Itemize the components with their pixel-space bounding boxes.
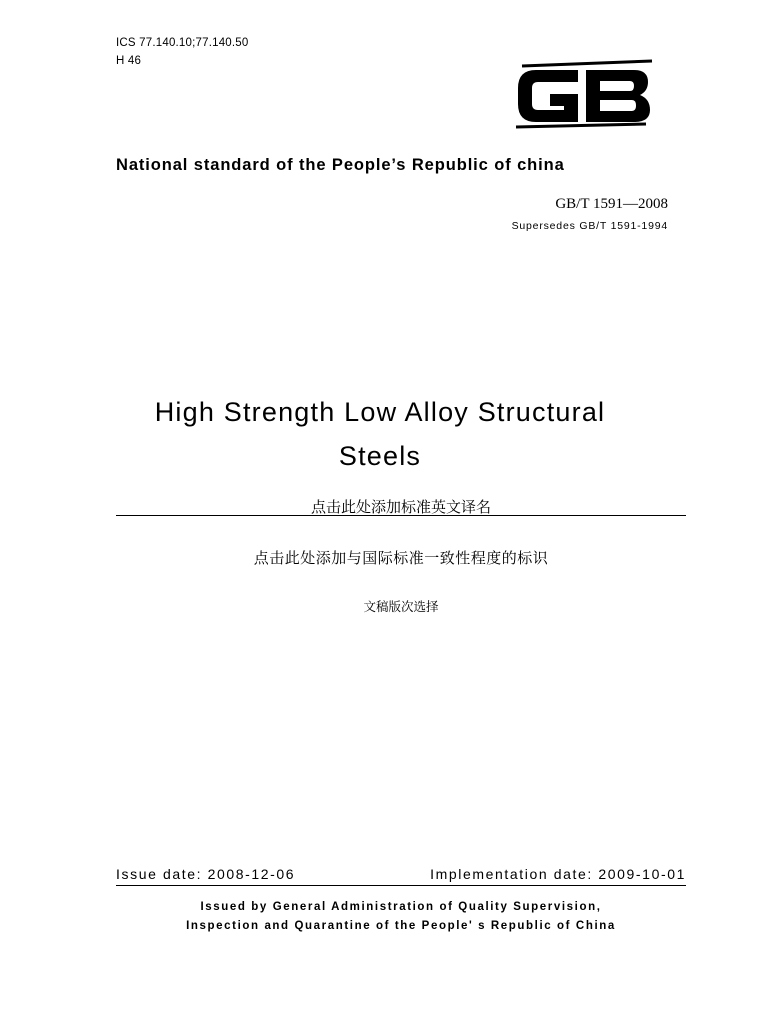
- supersedes-note: Supersedes GB/T 1591-1994: [511, 220, 668, 232]
- title-line-1: High Strength Low Alloy Structural: [154, 397, 606, 427]
- consistency-placeholder[interactable]: 点击此处添加与国际标准一致性程度的标识: [253, 549, 549, 567]
- ccs-code: H 46: [116, 55, 142, 67]
- divider: [116, 885, 686, 886]
- implementation-date: Implementation date: 2009-10-01: [430, 866, 686, 882]
- version-select[interactable]: 文稿版次选择: [363, 599, 439, 614]
- divider: [116, 515, 686, 516]
- issuer-line-2: Inspection and Quarantine of the People' s Republic of China: [186, 920, 616, 932]
- english-name-placeholder[interactable]: 点击此处添加标准英文译名: [310, 498, 491, 516]
- standard-codes: [116, 34, 248, 70]
- standard-number: GB/T 1591—2008: [555, 196, 668, 212]
- title-line-2: Steels: [338, 441, 422, 471]
- national-standard-heading: National standard of the People’s Republic of china: [116, 156, 565, 174]
- issue-date: Issue date: 2008-12-06: [116, 866, 296, 882]
- issuer-line-1: Issued by General Administration of Quality Supervision,: [200, 901, 602, 913]
- issuing-authority: [116, 898, 686, 936]
- ics-code: ICS 77.140.10;77.140.50: [116, 37, 249, 49]
- gb-logo: [512, 58, 656, 130]
- document-title: [110, 390, 650, 478]
